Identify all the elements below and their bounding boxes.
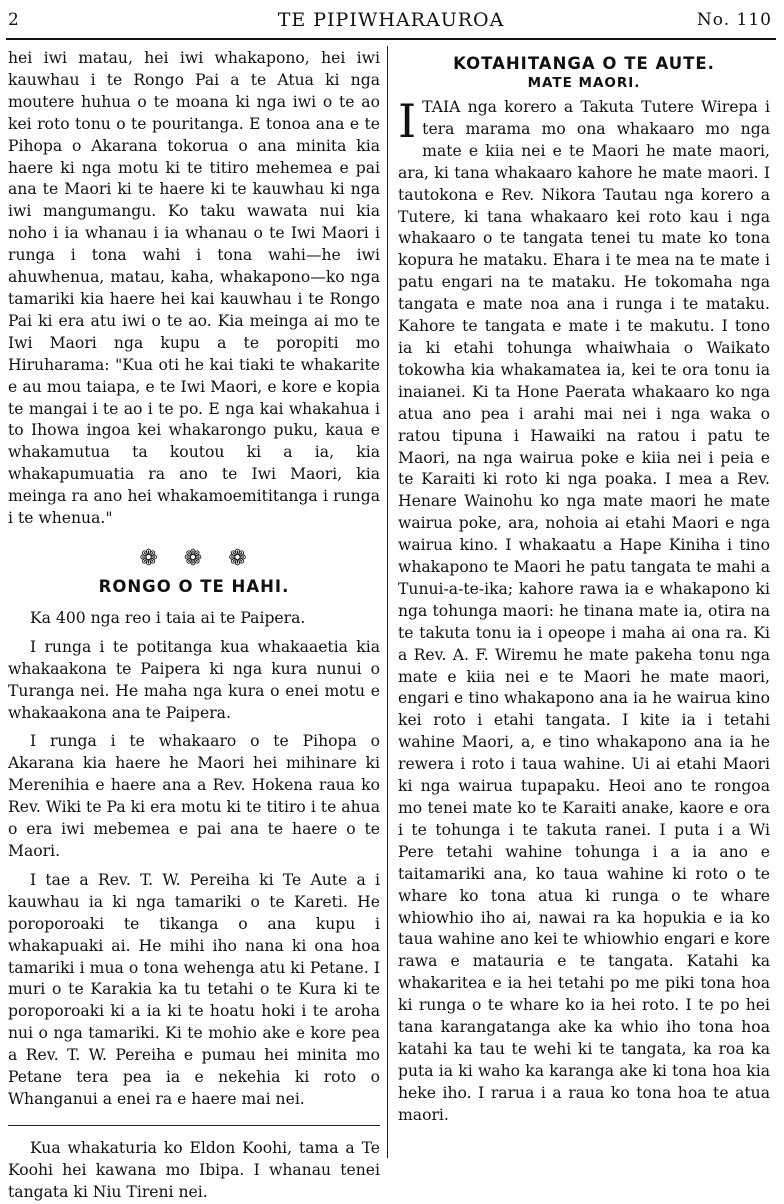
section-heading-kotahitanga: KOTAHITANGA O TE AUTE. [453,54,715,73]
drop-cap: I [398,94,417,148]
news-paragraph: Ka 400 nga reo i taia ai te Paipera. [30,608,306,627]
right-column [398,48,770,1160]
column-divider [387,46,388,1158]
newspaper-title: TE PIPIWHARAUROA [277,9,505,31]
page-number: 2 [8,10,19,30]
left-column [8,48,380,1201]
notice-paragraph: Kua whakaturia ko Eldon Koohi, tama a Te Koohi hei kawana mo Ibipa. I whanau tenei tangata ki Niu Tireni nei. [8,1138,380,1201]
issue-number: No. 110 [696,10,772,30]
subheading-mate-maori: MATE MAORI. [527,75,641,91]
page-header [6,4,776,40]
article-body [398,94,770,1127]
news-paragraph: I runga i te potitanga kua whakaaetia kia whakaakona te Paipera ki nga kura nunui o Turanga nei. He maha nga kura o enei motu e whakaakona ana te Paipera. [8,637,380,722]
article-text: TAIA nga korero a Takuta Tutere Wirepa i tera marama mo ona whakaaro mo nga mate e kiia nei e te Maori he mate maori, ara, ki tana whakaaro kahore he mate maori. I tautokona e Rev. Nikora Tautau nga korero a Tutere, ki tana whakaaro kei roto kau i nga whakaaro o te tangata tenei tu mate ko tona kopura he mataku. Ehara i te mea na te mate i patu engari na te mataku. He tokomaha nga tangata e mate noa ana i runga i te mataku. Kahore te tangata e mate i te makutu. I tono ia ki etahi tohunga whaiwhaia o Waikato tokowha kia whakamatea ia, kei te ora tonu ia inaianei. Ki ta Hone Paerata whakaaro ko nga atua ano pea i arahi mai nei i nga waka o ratou tipuna i Hawaiki na ratou i patu te Maori, na nga wairua poke e kiia nei i peia e te Karaiti ki roto ki nga poaka. I mea a Rev. Henare Wainohu ko nga mate maori he mate wairua poke, ara, nohoia ai etahi Maori e nga wairua kino. I whakaatu a Hape Kiniha i tino whakapono te Maori he patu tangata te mahi a Tunui-a-te-ika; kahore rawa ia e whakapono ki nga tohunga maori: he tinana mate ia, otira na te takuta tonu ia i opeope i maha ai ona ra. Ki a Rev. A. F. Wiremu he mate pakeha tonu nga mate e kiia nei e te Maori he mate maori, engari e tino whakapono ana ia he wairua kino kei roto i etahi tangata. I kite ia i tetahi wahine Maori, a, e tino whakapono ana ia he rewera i roto i taua wahine. Ui ai etahi Maori ki nga wairua tupapaku. Heoi ano te rongoa mo tenei mate ko te Karaiti anake, kaore e ora i te tohunga i te takuta ranei. I puta i a Wi Pere tetahi wahine tohunga i a ia ano e taitamariki ana, ko taua wahine ki roto o te whare ko tona atua ki runga o te whare whiowhio iho ai, nawai ra ka hopukia e ia ko taua wahine ano kei te whiowhio engari e kore rawa e matauria e te tangata. Katahi ka whakaritea e ia hei tetahi po me piki tona hoa ki runga o te whare ko ia hei roto. I te po hei tana karangatanga ake ka whio iho tona hoa katahi ka tau te wehi ki te tangata, ka roa ka puta ia ki waho ka karanga ake ki tona hoa kia heke iho. I rarua i a raua ko tona hoa te atua maori. [398,98,770,1124]
news-paragraph: I tae a Rev. T. W. Pereiha ki Te Aute a i kauwhau ia ki nga tamariki o te Kareti. He poroporoaki te tikanga o ana kupu i whakapuaki ai. He mihi iho nana ki ona hoa tamariki i mua o tona wehenga atu ki Petane. I muri o te Karakia ka tu tetahi o te Kura ki te poroporoaki ki a ia ki te hoatu hoki i te aroha nui o nga tamariki. Ki te mohio ake e kore pea a Rev. T. W. Pereiha e pumau hei minita mo Petane tera pea ia e nekehia ki roto o Whanganui a enei ra e haere mai nei. [8,870,380,1108]
section-heading-rongo: RONGO O TE HAHI. [98,576,290,596]
ornament-divider: ❁❁❁ [139,545,273,571]
section-rule [8,1125,380,1126]
news-paragraph: I runga i te whakaaro o te Pihopa o Akarana kia haere he Maori hei mihinare ki Merenihia e haere ana a Rev. Hokena raua ko Rev. Wiki te Pa ki era motu ki te titiro i te ahua o era iwi mebemea e pai ana te haere o te Maori. [8,732,380,860]
continued-paragraph: hei iwi matau, hei iwi whakapono, hei iwi kauwhau i te Rongo Pai a te Atua ki nga moutere huhua o te moana ki nga iwi o te ao kei roto tonu o te pouritanga. E tonoa ana e te Pihopa o Akarana tokorua o ana minita kia haere ki nga motu ki te titiro mehemea e pai ana te Maori ki te haere ki te kauwhau ki nga iwi mangumangu. Ko taku wawata nui kia noho i ia whanau i ia whanau o te Iwi Maori i runga i tona wahi i tona wahi—he iwi ahuwhenua, matau, kaha, whakapono—ko nga tamariki kia haere hei kai kauwhau i te Rongo Pai ki era atu iwi o te ao. Kia meinga ai mo te Iwi Maori nga kupu a te poropiti mo Hiruharama: "Kua oti he kai tiaki te whakarite e au mou taiapa, e te Iwi Maori, e kore e kopia te mangai i te ao i te po. E nga kai whakahua i to Ihowa ingoa kei whakarongo puku, kaua e whakamutua ta koutou ki a ia, kia whakapumuatia ra ano te Iwi Maori, kia meinga ra ano hei whakamoemititanga i runga i te whenua." [8,49,380,528]
